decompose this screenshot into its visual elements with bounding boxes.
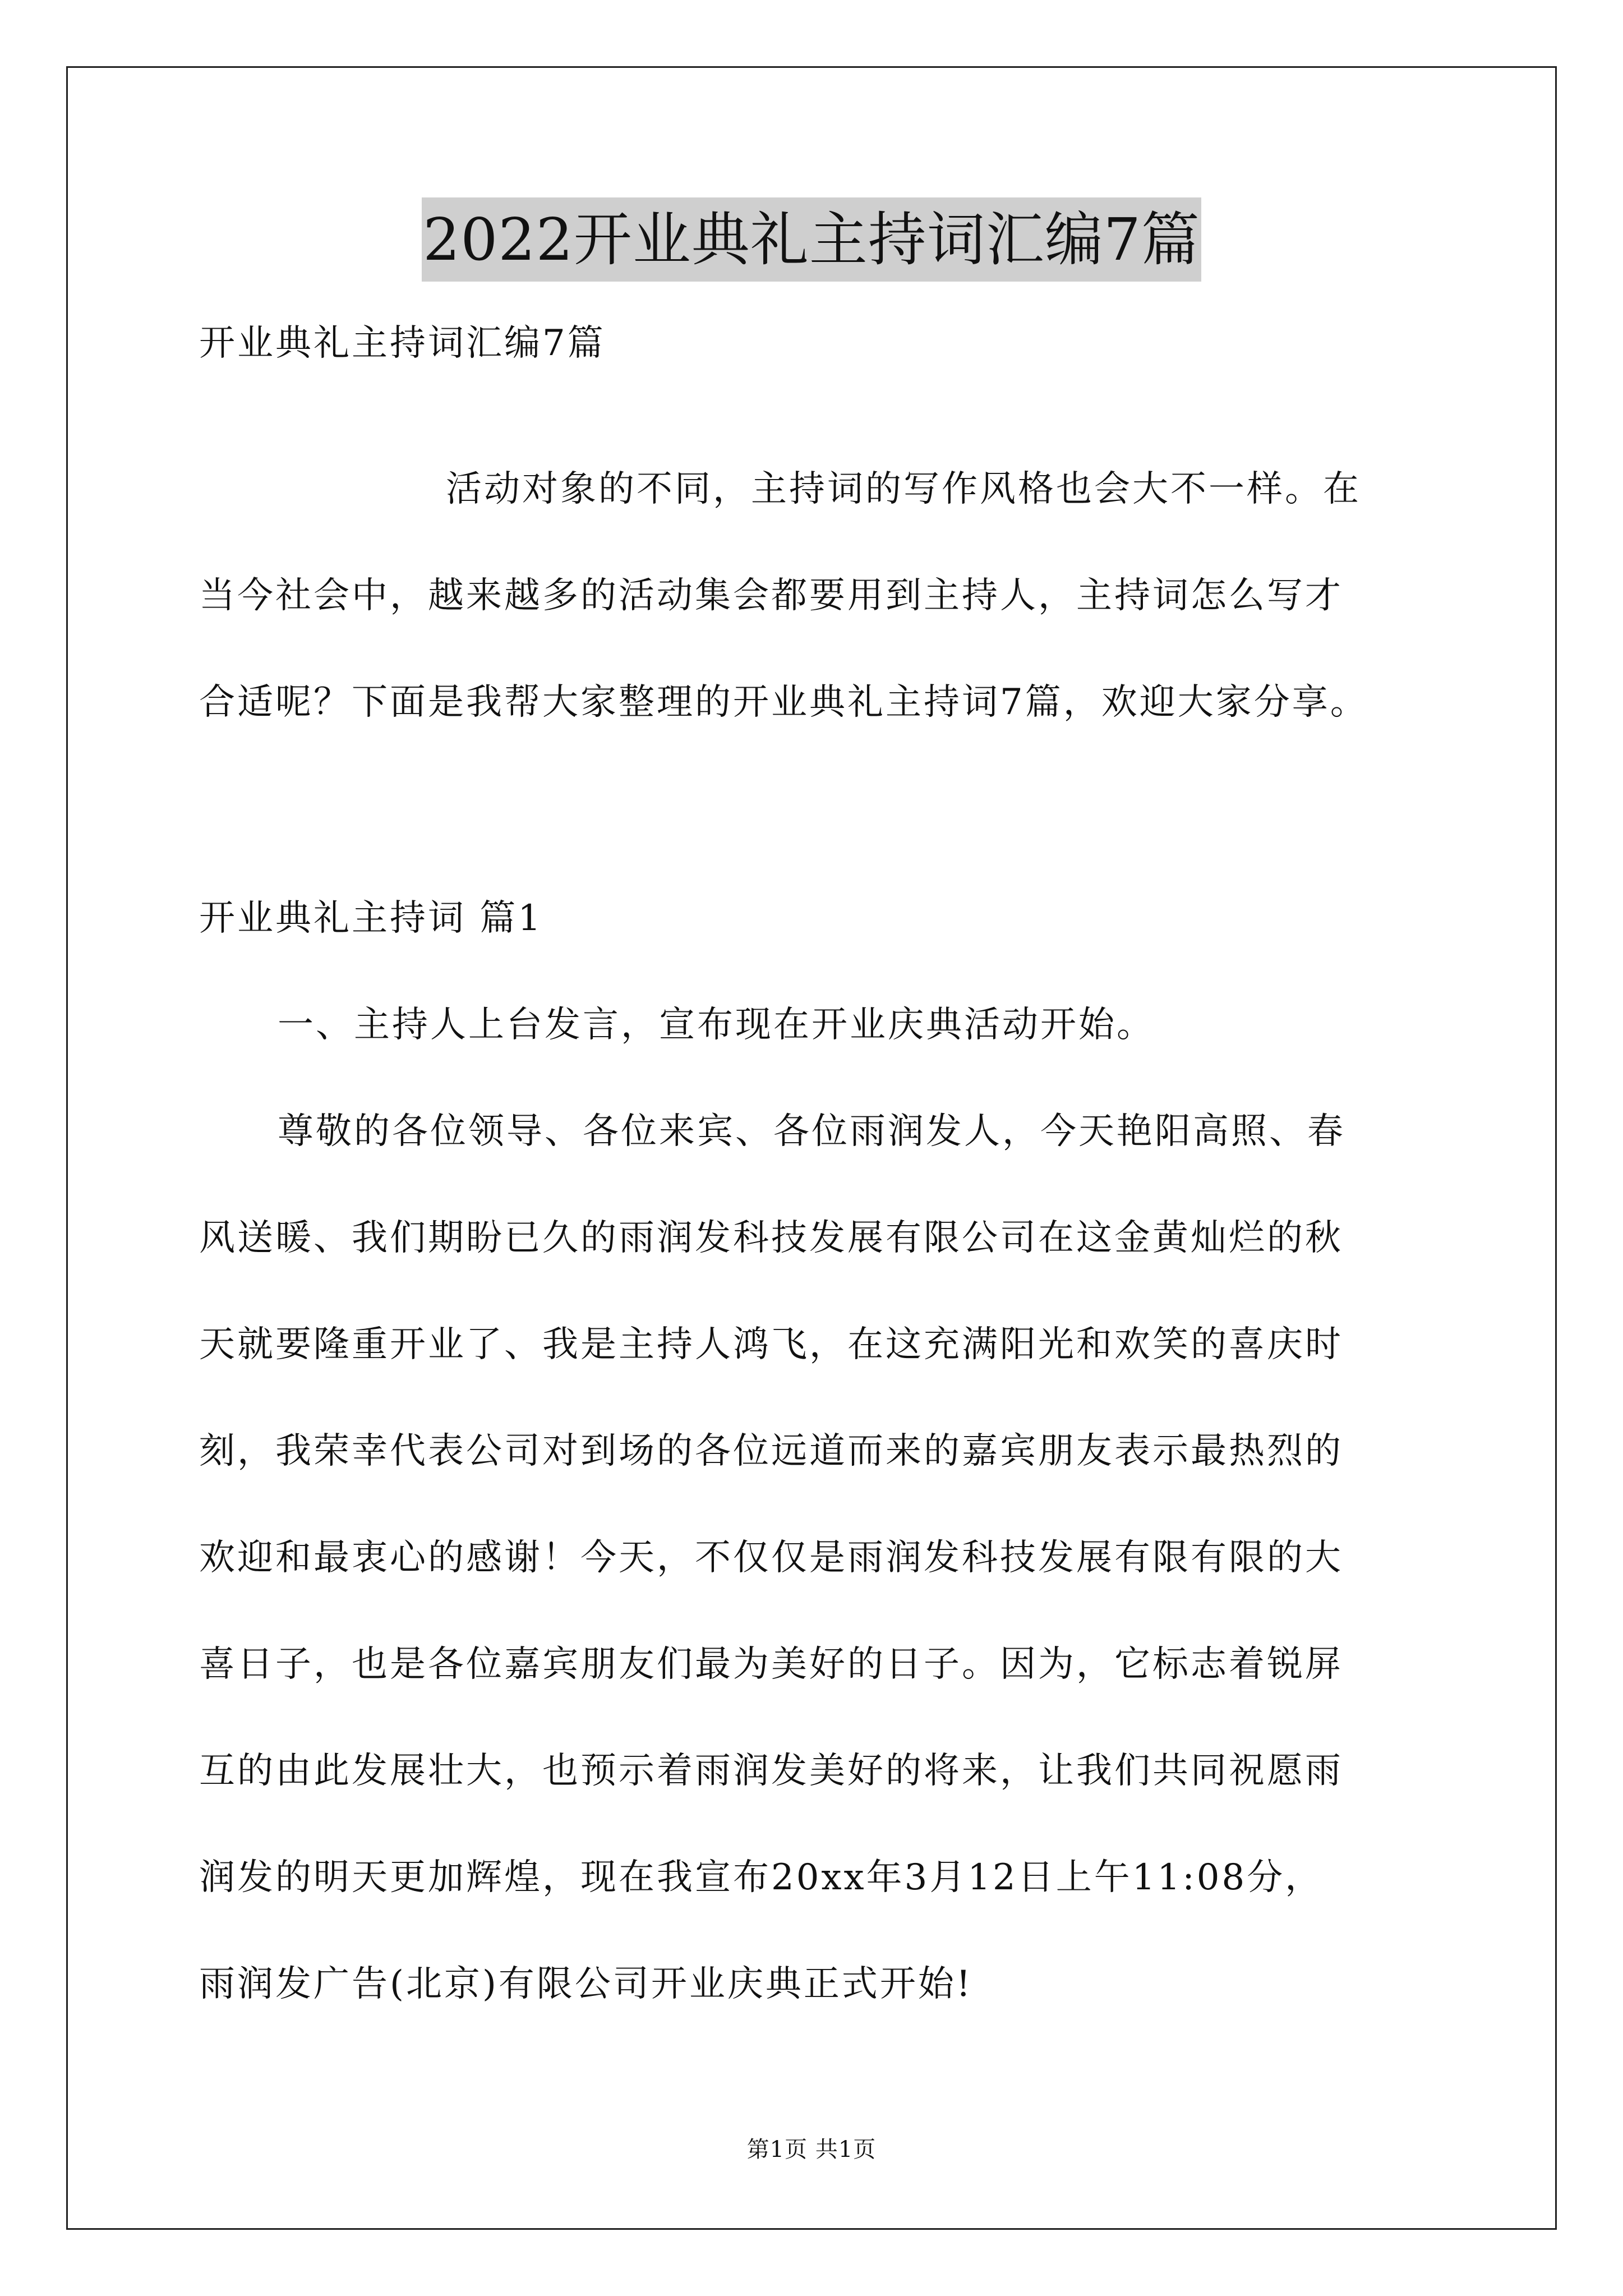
body-line: 润发的明天更加辉煌，现在我宣布20xx年3月12日上午11:08分， (199, 1857, 1324, 1898)
title-container (0, 197, 1623, 282)
body-line: 欢迎和最衷心的感谢！今天，不仅仅是雨润发科技发展有限有限的大 (199, 1537, 1343, 1579)
body-line: 风送暖、我们期盼已久的雨润发科技发展有限公司在这金黄灿烂的秋 (199, 1217, 1343, 1259)
section-heading-text: 开业典礼主持词 篇1 (199, 898, 543, 939)
subtitle-text: 开业典礼主持词汇编7篇 (199, 323, 606, 364)
body-line: 雨润发广告(北京)有限公司开业庆典正式开始! (199, 1963, 973, 2005)
intro-line: 合适呢？下面是我帮大家整理的开业典礼主持词7篇，欢迎大家分享。 (199, 682, 1368, 723)
step-one-text: 一、主持人上台发言，宣布现在开业庆典活动开始。 (278, 1004, 1155, 1046)
intro-line: 当今社会中，越来越多的活动集会都要用到主持人，主持词怎么写才 (199, 575, 1343, 616)
body-line: 天就要隆重开业了、我是主持人鸿飞，在这充满阳光和欢笑的喜庆时 (199, 1324, 1343, 1365)
page-footer: 第1页 共1页 (746, 2137, 877, 2162)
body-line: 喜日子，也是各位嘉宾朋友们最为美好的日子。因为，它标志着锐屏 (199, 1644, 1343, 1685)
intro-line: 活动对象的不同，主持词的写作风格也会大不一样。在 (446, 468, 1361, 510)
document-title: 2022开业典礼主持词汇编7篇 (422, 197, 1201, 282)
body-line: 尊敬的各位领导、各位来宾、各位雨润发人，今天艳阳高照、春 (278, 1111, 1345, 1152)
body-line: 刻，我荣幸代表公司对到场的各位远道而来的嘉宾朋友表示最热烈的 (199, 1430, 1343, 1472)
body-line: 互的由此发展壮大，也预示着雨润发美好的将来，让我们共同祝愿雨 (199, 1750, 1343, 1792)
